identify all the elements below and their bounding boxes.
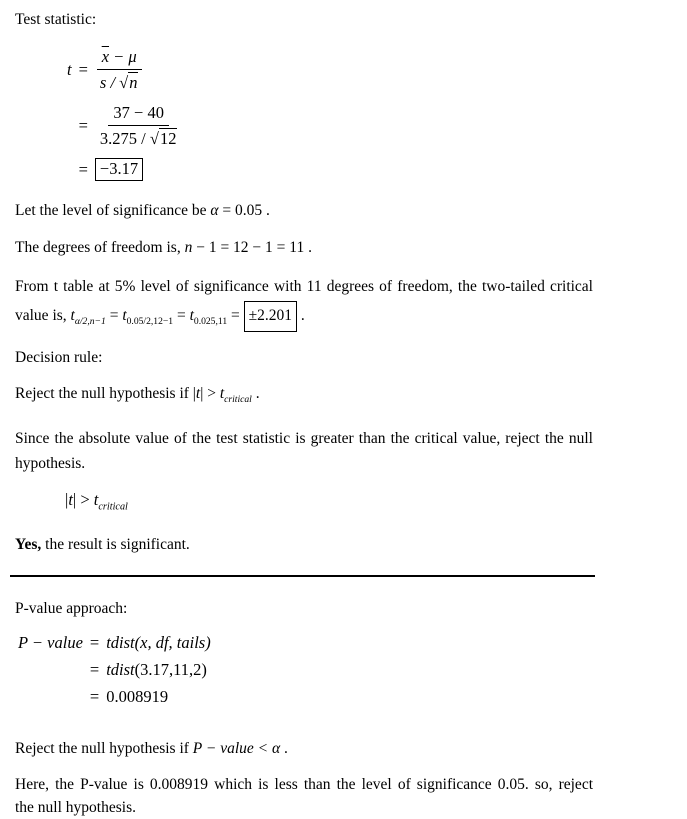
radical-icon: √: [149, 129, 159, 148]
t-alpha-subscript: α/2,n−1: [74, 316, 106, 328]
decision-rule-line: [15, 382, 593, 412]
critical-subscript: critical: [98, 501, 128, 513]
tdist-values: [106, 660, 211, 680]
final-line1: Here, the P-value is 0.008919 which is less than the level of significance 0.05. so, reject: [15, 776, 593, 794]
conclusion-text: the result is significant.: [41, 536, 190, 554]
n-symbol: n: [184, 239, 193, 256]
t-subscript-0025: 0.025,11: [193, 316, 228, 328]
pvalue-formula-block: [18, 633, 593, 707]
period: .: [280, 740, 288, 758]
text: Reject the null hypothesis if: [15, 740, 193, 758]
alpha-value: = 0.05: [218, 202, 263, 219]
equals-sign: =: [89, 633, 100, 653]
period: .: [251, 385, 260, 403]
text: Reject the null hypothesis if: [15, 385, 193, 403]
boxed-t-value: −3.17: [95, 158, 143, 181]
pvalue-reject-rule-line: [15, 737, 593, 761]
radicand-n: n: [129, 73, 138, 92]
t-result: [95, 158, 183, 181]
t-symbol: t: [189, 307, 194, 324]
radical-icon: √: [119, 73, 129, 92]
tdist-values-args: (3.17,11,2): [134, 660, 207, 680]
critical-line1: From t table at 5% level of significance with 11 degrees of freedom, the two-tailed critical: [15, 278, 593, 295]
critical-line2-pre: value is,: [15, 307, 71, 324]
equals-sign: =: [89, 660, 100, 680]
degrees-of-freedom-line: [15, 236, 593, 260]
x-bar-symbol: $\overline{x}$: [101, 47, 110, 66]
t-critical-symbol: t: [93, 490, 99, 510]
fraction-values: [95, 102, 183, 149]
s-over: s /: [99, 73, 120, 92]
section-divider: [10, 575, 595, 577]
equals-sign: =: [78, 59, 88, 79]
pvalue-result: 0.008919: [106, 687, 169, 707]
t-symbol: t: [68, 490, 73, 510]
t-critical-symbol: t: [219, 385, 225, 403]
equals-sign: =: [227, 307, 244, 324]
abs-bar-left: |: [192, 385, 196, 403]
t-symbol: t: [122, 307, 127, 324]
heading-pvalue-approach: [15, 597, 593, 621]
heading-decision-rule: [15, 346, 593, 370]
abs-bar-right: |: [72, 490, 77, 510]
since-line2: hypothesis.: [15, 455, 86, 473]
denominator-values: 3.275 /: [99, 129, 150, 148]
dof-equation: − 1 = 12 − 1 = 11: [192, 239, 305, 256]
equals-sign: =: [78, 159, 88, 179]
formula-lhs-t: t: [67, 59, 72, 79]
critical-value-paragraph: [15, 273, 593, 336]
final-paragraph: [15, 773, 593, 819]
yes-bold: Yes,: [15, 536, 42, 554]
t-subscript-005: 0.05/2,12−1: [126, 316, 174, 328]
minus-mu: − μ: [109, 47, 137, 66]
abs-statement-line: [65, 488, 593, 519]
period: .: [304, 239, 312, 256]
equals-sign: =: [78, 115, 88, 135]
since-line1: Since the absolute value of the test statistic is greater than the critical value, reject the null: [15, 430, 593, 448]
final-line2: the null hypothesis.: [15, 799, 136, 817]
text: Let the level of significance be: [15, 202, 211, 219]
radicand-12: 12: [159, 129, 177, 148]
tdist-generic: [106, 633, 211, 653]
heading-text: Decision rule:: [15, 349, 103, 367]
greater-than: >: [203, 385, 220, 403]
heading-test-statistic: [15, 8, 593, 32]
text: The degrees of freedom is,: [15, 239, 185, 256]
abs-bar-right: |: [200, 385, 204, 403]
tdist-function: tdist: [106, 633, 135, 653]
t-alpha-symbol: t: [70, 307, 75, 324]
alpha-symbol: α: [210, 202, 219, 219]
critical-subscript: critical: [224, 394, 252, 406]
conclusion-line: [15, 533, 593, 557]
boxed-critical-value: ±2.201: [244, 301, 297, 332]
abs-bar-left: |: [65, 490, 69, 510]
equals-sign: =: [173, 307, 190, 324]
numerator-values: 37 − 40: [108, 102, 169, 126]
significance-level-line: [15, 199, 593, 223]
heading-text: P-value approach:: [15, 600, 128, 618]
heading-text: Test statistic:: [15, 11, 97, 28]
period: .: [297, 307, 305, 324]
greater-than: >: [76, 490, 94, 510]
equals-sign: =: [89, 687, 100, 707]
equals-sign: =: [105, 307, 123, 324]
pvalue-lhs: P − value: [18, 633, 83, 653]
period: .: [262, 202, 270, 219]
fraction-xbar-mu: [95, 46, 183, 93]
tdist-args: (x, df, tails): [134, 633, 211, 653]
since-paragraph: [15, 426, 593, 476]
pvalue-inequality: P − value < α: [192, 740, 281, 758]
t-symbol: t: [195, 385, 201, 403]
tdist-function: tdist: [106, 660, 135, 680]
t-formula-block: [67, 46, 593, 181]
